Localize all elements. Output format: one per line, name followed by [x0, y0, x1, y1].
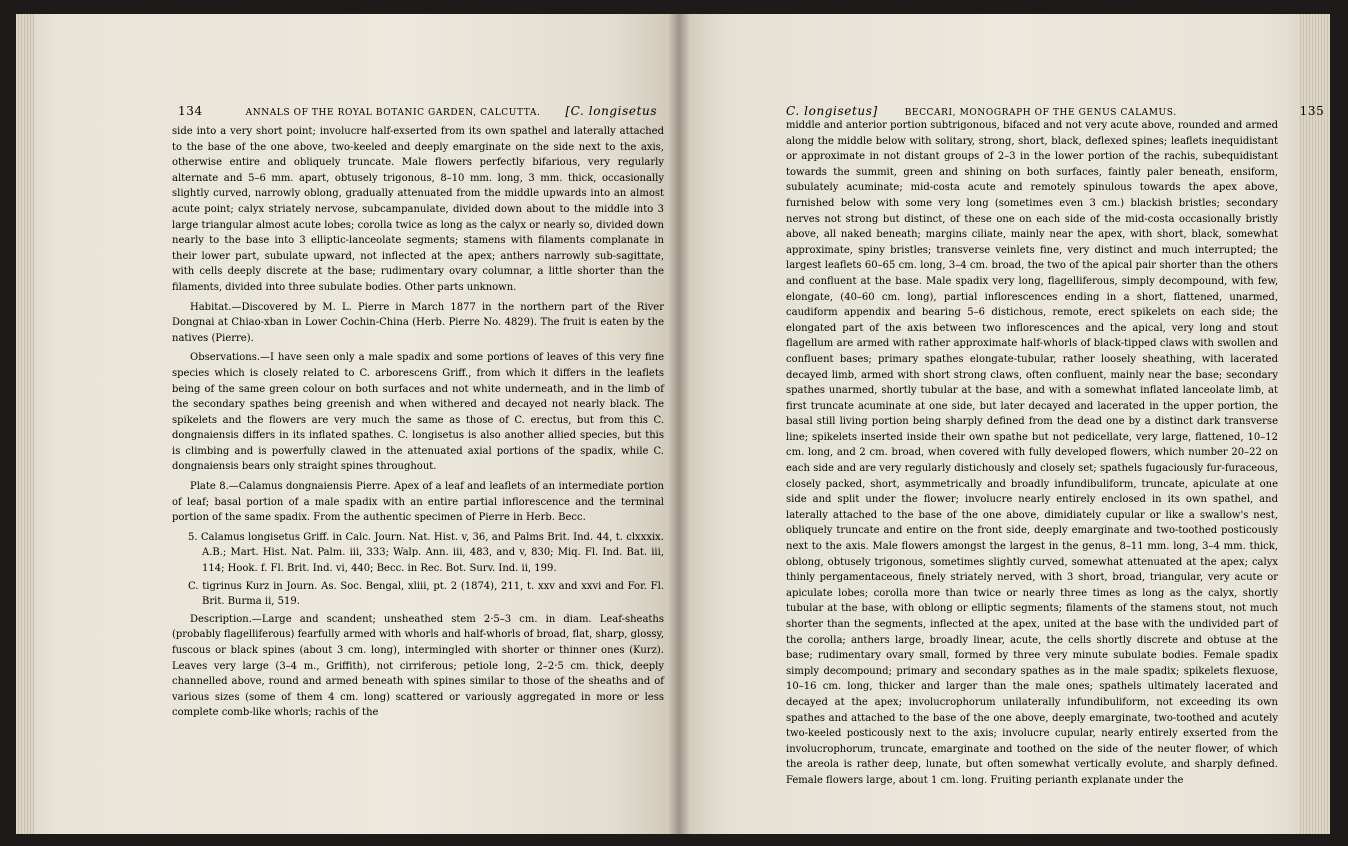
left-running-species: [C. longisetus	[565, 104, 658, 118]
left-page-number: 134	[178, 104, 203, 118]
right-running-species: C. longisetus]	[786, 104, 878, 118]
left-running-title: ANNALS OF THE ROYAL BOTANIC GARDEN, CALCUTTA.	[245, 108, 541, 118]
right-page-edges	[1300, 14, 1330, 834]
left-paragraph-1: side into a very short point; involucre half-exserted from its own spathel and laterally attached to the base of the one above, two-keeled and deeply emarginate on the side next to the axis, otherwise entire and obliquely truncate. Male flowers perfectly bifarious, very regularly alternate and 5–6 mm. apart, obtusely trigonous, 8–10 mm. long, 3 mm. thick, occasionally slightly curved, narrowly oblong, gradually attenuated from the middle upwards into an almost acute point; calyx striately nervose, subcampanulate, divided down about to the middle into 3 large triangular almost acute lobes; corolla twice as long as the calyx or nearly so, divided down nearly to the base into 3 elliptic-lanceolate segments; stamens with filaments complanate in their lower part, subulate upward, not inflected at the apex; anthers narrowly sub-sagittate, with cells deeply discrete at the base; rudimentary ovary columnar, a little shorter than the filaments, divided into three subulate bodies. Other parts unknown.	[172, 126, 664, 293]
book-gutter	[668, 14, 690, 834]
right-page-text	[786, 118, 1278, 793]
left-paragraph-plate: Plate 8.—Calamus dongnaiensis Pierre. Apex of a leaf and leaflets of an intermediate portion of leaf; basal portion of a male spadix with an entire partial inflorescence and the terminal portion of the same spadix. From the authentic specimen of Pierre in Herb. Becc.	[172, 481, 664, 524]
left-paragraph-description: Description.—Large and scandent; unsheathed stem 2·5–3 cm. in diam. Leaf-sheaths (probably flagelliferous) fearfully armed with whorls and half-whorls of broad, flat, sharp, glossy, fuscous or black spines (about 3 cm. long), intermingled with shorter or thinner ones (Kurz). Leaves very large (3–4 m., Griffith), not cirriferous; petiole long, 2–2·5 cm. thick, deeply channelled above, round and armed beneath with spines similar to those of the sheaths and of various sizes (some of them 4 cm. long) scattered or variously aggregated in more or less complete comb-like whorls; rachis of the	[172, 613, 664, 719]
right-running-header	[786, 104, 1324, 118]
left-running-header	[178, 104, 657, 118]
left-citation-2: C. tigrinus Kurz in Journ. As. Soc. Bengal, xliii, pt. 2 (1874), 211, t. xxv and xxvi and For. Fl. Brit. Burma ii, 519.	[188, 580, 664, 608]
left-paragraph-observations: Observations.—I have seen only a male spadix and some portions of leaves of this very fine species which is closely related to C. arborescens Griff., from which it differs in the leaflets being of the same green colour on both surfaces and not white underneath, and in the limb of the secondary spathes being greenish and when withered and decayed not nearly black. The spikelets and the flowers are very much the same as those of C. erectus, but from this C. dongnaiensis differs in its inflated spathes. C. longisetus is also another allied species, but this is climbing and is powerfully clawed in the attenuated axial portions of the spadix, while C. dongnaiensis bears only straight spines throughout.	[172, 352, 664, 473]
left-page-edges	[16, 14, 34, 834]
left-page-text	[172, 124, 664, 725]
right-paragraph-1: middle and anterior portion subtrigonous, bifaced and not very acute above, rounded and armed along the middle below with solitary, strong, short, black, deflexed spines; leaflets inequidistant or approximate in not distant groups of 2–3 in the lower portion of the rachis, subequidistant towards the summit, green and shining on both surfaces, faintly paler beneath, ensiform, subulately acuminate; mid-costa acute and remotely spinulous towards the apex above, furnished below with some very long (sometimes even 3 cm.) blackish bristles; secondary nerves not strong but distinct, of these one on each side of the mid-costa occasionally bristly above, all naked beneath; margins ciliate, mainly near the apex, with short, black, somewhat approximate, spiny bristles; transverse veinlets fine, very distinct and much interrupted; the largest leaflets 60–65 cm. long, 3–4 cm. broad, the two of the apical pair shorter than the others and confluent at the base. Male spadix very long, flagelliferous, simply decompound, with few, elongate, (40–60 cm. long), partial inflorescences ending in a short, flattened, unarmed, caudiform appendix and bearing 5–6 distichous, remote, erect spikelets on each side; the elongated part of the axis between two inflorescences and the apical, very long and stout flagellum are armed with rather approximate half-whorls of black-tipped claws with swollen and confluent bases; primary spathes elongate-tubular, rather loosely sheathing, with lacerated decayed limb, armed with short strong claws, often confluent, mainly near the base; secondary spathes unarmed, shortly tubular at the base, and with a somewhat inflated lanceolate limb, at first truncate acuminate at one side, but later decayed and lacerated in the upper portion, the basal still living portion being sharply defined from the dead one by a distinct dark transverse line; spikelets inserted inside their own spathe but not pedicellate, very large, flattened, 10–12 cm. long, and 2 cm. broad, when covered with fully developed flowers, which number 20–22 on each side and are very regularly distichously and closely set; spathels fugaciously fur-furaceous, closely packed, short, asymmetrically and broadly infundibuliform, truncate, apiculate at one side and split under the flower; involucre nearly entirely enclosed in its own spathel, and laterally attached to the base of the one above, dimidiately cupular or like a swallow's nest, obliquely truncate and entire on the front side, deeply emarginate and two-toothed posticously next to the axis. Male flowers amongst the largest in the genus, 8–11 mm. long, 3–4 mm. thick, oblong, obtusely trigonous, sometimes slightly curved, somewhat attenuated at the apex; calyx thinly pergamentaceous, finely striately nerved, with 3 short, broad, triangular, very acute or apiculate lobes; corolla more than twice or nearly three times as long as the calyx, shortly tubular at the base, with oblong or elliptic segments; filaments of the stamens stout, not much shorter than the segments, inflected at the apex, united at the base with the undivided part of the corolla; anthers large, broadly linear, acute, the cells shortly discrete and obtuse at the base; rudimentary ovary small, formed by three very minute subulate bodies. Female spadix simply decompound; primary and secondary spathes as in the male spadix; spikelets flexuose, 10–16 cm. long, thicker and larger than the male ones; spathels ultimately lacerated and decayed at the apex; involucrophorum unilaterally infundibuliform, not exceeding its own spathes and attached to the base of the one above, deeply emarginate, two-toothed and acutely two-keeled posticously next to the axis; involucre cupular, nearly entirely exserted from the involucrophorum, truncate, emarginate and toothed on the side of the neuter flower, of which the areola is rather deep, lunate, but often somewhat vertically evolute, and sharply defined. Female flowers large, about 1 cm. long. Fruiting perianth explanate under the	[786, 120, 1278, 786]
left-citation-1: 5. Calamus longisetus Griff. in Calc. Journ. Nat. Hist. v, 36, and Palms Brit. Ind. 44, t. clxxxix. A.B.; Mart. Hist. Nat. Palm. iii, 333; Walp. Ann. iii, 483, and v, 830; Miq. Fl. Ind. Bat. iii, 114; Hook. f. Fl. Brit. Ind. vi, 440; Becc. in Rec. Bot. Surv. Ind. ii, 199.	[188, 531, 664, 575]
left-paragraph-habitat: Habitat.—Discovered by M. L. Pierre in March 1877 in the northern part of the River Dongnai at Chiao-xban in Lower Cochin-China (Herb. Pierre No. 4829). The fruit is eaten by the natives (Pierre).	[172, 301, 664, 344]
right-running-title: BECCARI, MONOGRAPH OF THE GENUS CALAMUS.	[904, 108, 1177, 118]
right-page-number: 135	[1299, 104, 1325, 118]
